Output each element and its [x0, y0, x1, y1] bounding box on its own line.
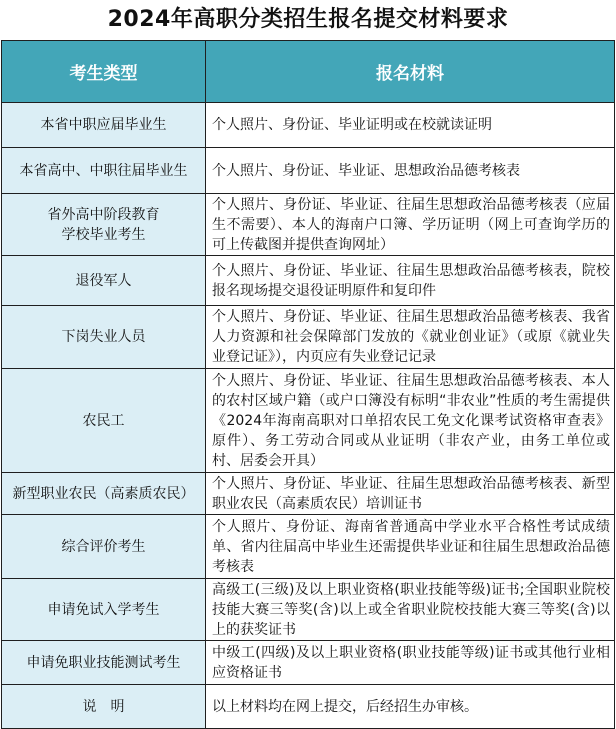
table-row [2, 148, 615, 194]
table-row [2, 641, 615, 685]
candidate-type-cell: 退役军人 [2, 256, 206, 306]
note-label-cell: 说 明 [2, 685, 206, 729]
note-text-cell: 以上材料均在网上提交，后经招生办审核。 [206, 685, 615, 729]
candidate-type-cell: 农民工 [2, 369, 206, 473]
materials-cell: 个人照片、身份证、毕业证、思想政治品德考核表 [206, 148, 615, 194]
candidate-type-cell: 本省中职应届毕业生 [2, 103, 206, 148]
materials-cell: 个人照片、身份证、毕业证、往届生思想政治品德考核表、新型职业农民（高素质农民）培训证书 [206, 473, 615, 515]
candidate-type-cell: 综合评价考生 [2, 515, 206, 579]
candidate-type-cell: 申请免试入学考生 [2, 579, 206, 641]
page-title: 2024年高职分类招生报名提交材料要求 [107, 7, 509, 32]
materials-cell: 个人照片、身份证、海南省普通高中学业水平合格性考试成绩单、省内往届高中毕业生还需提供毕业证和往届生思想政治品德考核表 [206, 515, 615, 579]
table-header-row [2, 41, 615, 103]
table-row [2, 473, 615, 515]
table-row [2, 515, 615, 579]
table-row [2, 579, 615, 641]
table-row [2, 194, 615, 256]
table-row [2, 103, 615, 148]
materials-cell: 个人照片、身份证、毕业证、往届生思想政治品德考核表（应届生不需要）、本人的海南户口簿、学历证明（网上可查询学历的可上传截图并提供查询网址） [206, 194, 615, 256]
table-row [2, 256, 615, 306]
materials-table [1, 40, 615, 729]
header-materials: 报名材料 [206, 41, 615, 103]
candidate-type-line-2: 学校毕业考生 [61, 226, 146, 243]
materials-cell: 高级工(三级)及以上职业资格(职业技能等级)证书;全国职业院校技能大赛三等奖(含)以上或全省职业院校技能大赛三等奖(含)以上的获奖证书 [206, 579, 615, 641]
candidate-type-cell: 新型职业农民（高素质农民） [2, 473, 206, 515]
candidate-type-cell [2, 194, 206, 256]
materials-cell: 中级工(四级)及以上职业资格(职业技能等级)证书或其他行业相应资格证书 [206, 641, 615, 685]
candidate-type-cell: 本省高中、中职往届毕业生 [2, 148, 206, 194]
materials-cell: 个人照片、身份证、毕业证明或在校就读证明 [206, 103, 615, 148]
table-row [2, 685, 615, 729]
candidate-type-line-1: 省外高中阶段教育 [47, 206, 160, 223]
candidate-type-cell: 下岗失业人员 [2, 306, 206, 369]
materials-cell: 个人照片、身份证、毕业证、往届生思想政治品德考核表、本人的农村区域户籍（或户口簿没有标明“非农业”性质的考生需提供《2024年海南高职对口单招农民工免文化课考试资格审查表》原件）、务工劳动合同或从业证明（非农产业，由务工单位或村、居委会开具） [206, 369, 615, 473]
header-candidate-type: 考生类型 [2, 41, 206, 103]
materials-cell: 个人照片、身份证、毕业证、往届生思想政治品德考核表，院校报名现场提交退役证明原件和复印件 [206, 256, 615, 306]
materials-cell: 个人照片、身份证、毕业证、往届生思想政治品德考核表、我省人力资源和社会保障部门发放的《就业创业证》（或原《就业失业登记证》），内页应有失业登记记录 [206, 306, 615, 369]
candidate-type-cell: 申请免职业技能测试考生 [2, 641, 206, 685]
table-row [2, 369, 615, 473]
table-row [2, 306, 615, 369]
